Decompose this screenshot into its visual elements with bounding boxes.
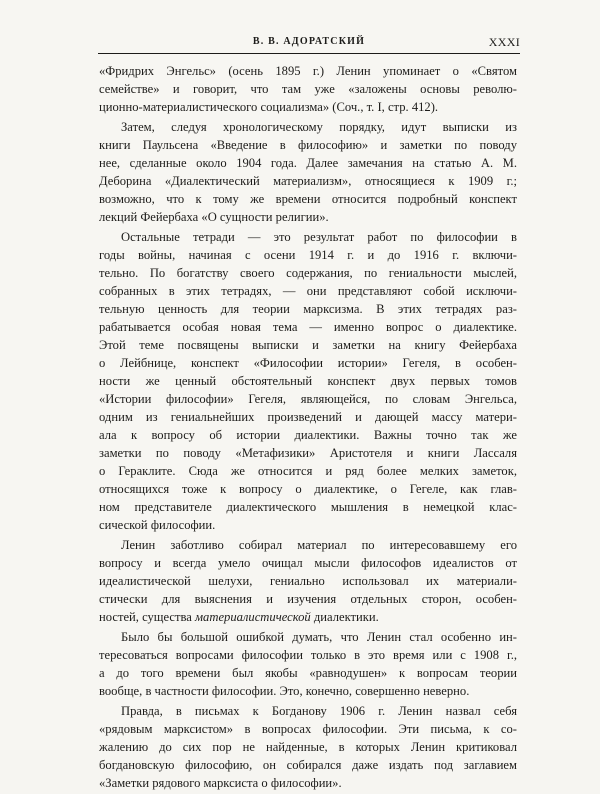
text-line: нее, сделанные около 1904 года. Далее замечания на статью А. М.: [99, 156, 517, 170]
text-line: собранных в этих тетрадях, — они представляют собой исключи-: [99, 284, 517, 298]
paragraph-4: [99, 536, 517, 626]
text-line: Затем, следуя хронологическому порядку, идут выписки из: [121, 120, 517, 134]
text-line: Правда, в письмах к Богданову 1906 г. Ленин назвал себя: [121, 704, 517, 718]
text-line: Этой теме посвящены выписки и заметки на книгу Фейербаха: [99, 338, 517, 352]
text-segment: ностей, существа: [99, 610, 196, 624]
header-rule: [98, 53, 520, 54]
text-line: Ленин заботливо собирал материал по интересовавшему его: [121, 538, 517, 552]
text-line: жалению до сих пор не найденные, в которых Ленин критиковал: [99, 740, 517, 754]
text-line: «Фридрих Энгельс» (осень 1895 г.) Ленин упоминает о «Святом: [99, 64, 517, 78]
page-number: XXXI: [488, 35, 520, 49]
text-line: Остальные тетради — это результат работ по философии в: [121, 230, 517, 244]
text-line: книги Паульсена «Введение в философию» и заметки по поводу: [99, 138, 517, 152]
text-line: лекций Фейербаха «О сущности религии».: [99, 210, 329, 224]
text-line-mixed: [99, 608, 517, 626]
text-line: вообще, в частности философии. Это, конечно, совершенно неверно.: [99, 684, 470, 698]
text-line: одним из гениальнейших произведений и дающей массу матери-: [99, 410, 517, 424]
paragraph-5: [99, 628, 517, 700]
text-line: ности же ценный обстоятельный конспект двух первых томов: [99, 374, 517, 388]
paragraph-1: [99, 62, 517, 116]
text-line: возможно, что к тому же времени относится подробный конспект: [99, 192, 517, 206]
text-line: о Гераклите. Сюда же относится и ряд более мелких заметок,: [99, 464, 517, 478]
running-head: В. В. АДОРАТСКИЙ: [252, 36, 366, 47]
text-line: сической философии.: [99, 518, 216, 532]
text-line: ном представителе диалектического мышления в немецкой клас-: [99, 500, 517, 514]
text-line: рабатывается особая новая тема — именно вопрос о диалектике.: [99, 320, 517, 334]
text-line: тересоваться вопросами философии только в это время или с 1908 г.,: [99, 648, 517, 662]
text-line: а до того времени был якобы «равнодушен» к вопросам теории: [99, 666, 517, 680]
text-line: о Лейбнице, конспект «Философии истории» Гегеля, в особен-: [99, 356, 517, 370]
text-line: Деборина «Диалектический материализм», относящиеся к 1909 г.;: [99, 174, 517, 188]
page-header: [98, 36, 520, 50]
text-line: ала к вопросу об истории диалектики. Важны точно так же: [99, 428, 517, 442]
paragraph-2: [99, 118, 517, 226]
text-line: богдановскую философию, он собирался даже издать под заглавием: [99, 758, 517, 772]
text-line: Было бы большой ошибкой думать, что Ленин стал особенно ин-: [121, 630, 517, 644]
text-segment: диалектики.: [310, 610, 379, 624]
paragraph-3: [99, 228, 517, 534]
text-line: семействе» и говорит, что там уже «заложены основы револю-: [99, 82, 517, 96]
text-line: тельную ценность для теории марксизма. В этих тетрадях раз-: [99, 302, 517, 316]
text-line: годы войны, начиная с осени 1914 г. и до 1916 г. включи-: [99, 248, 517, 262]
paragraph-6: [99, 702, 517, 792]
text-line: «Заметки рядового марксиста о философии».: [99, 776, 342, 790]
text-line: стически для выяснения и изучения отдельных сторон, особен-: [99, 592, 517, 606]
text-line: вопросу и всегда умело очищал мысли философов идеалистов от: [99, 556, 517, 570]
text-line: ционно-материалистического социализма» (Соч., т. I, стр. 412).: [99, 100, 439, 114]
text-line: тельно. По богатству своего содержания, по гениальности мыслей,: [99, 266, 517, 280]
text-line: относящихся тоже к вопросу о диалектике, о Гегеле, как глав-: [99, 482, 517, 496]
text-line: «рядовым марксистом» в вопросах философии. Эти письма, к со-: [99, 722, 517, 736]
text-line: идеалистической шелухи, гениально использовал их материали-: [99, 574, 517, 588]
italic-emphasis: материалистической: [195, 610, 311, 624]
text-line: «Истории философии» Гегеля, являющейся, по словам Энгельса,: [99, 392, 517, 406]
text-line: заметки по поводу «Метафизики» Аристотеля и книги Лассаля: [99, 446, 517, 460]
body-text: [99, 62, 517, 794]
